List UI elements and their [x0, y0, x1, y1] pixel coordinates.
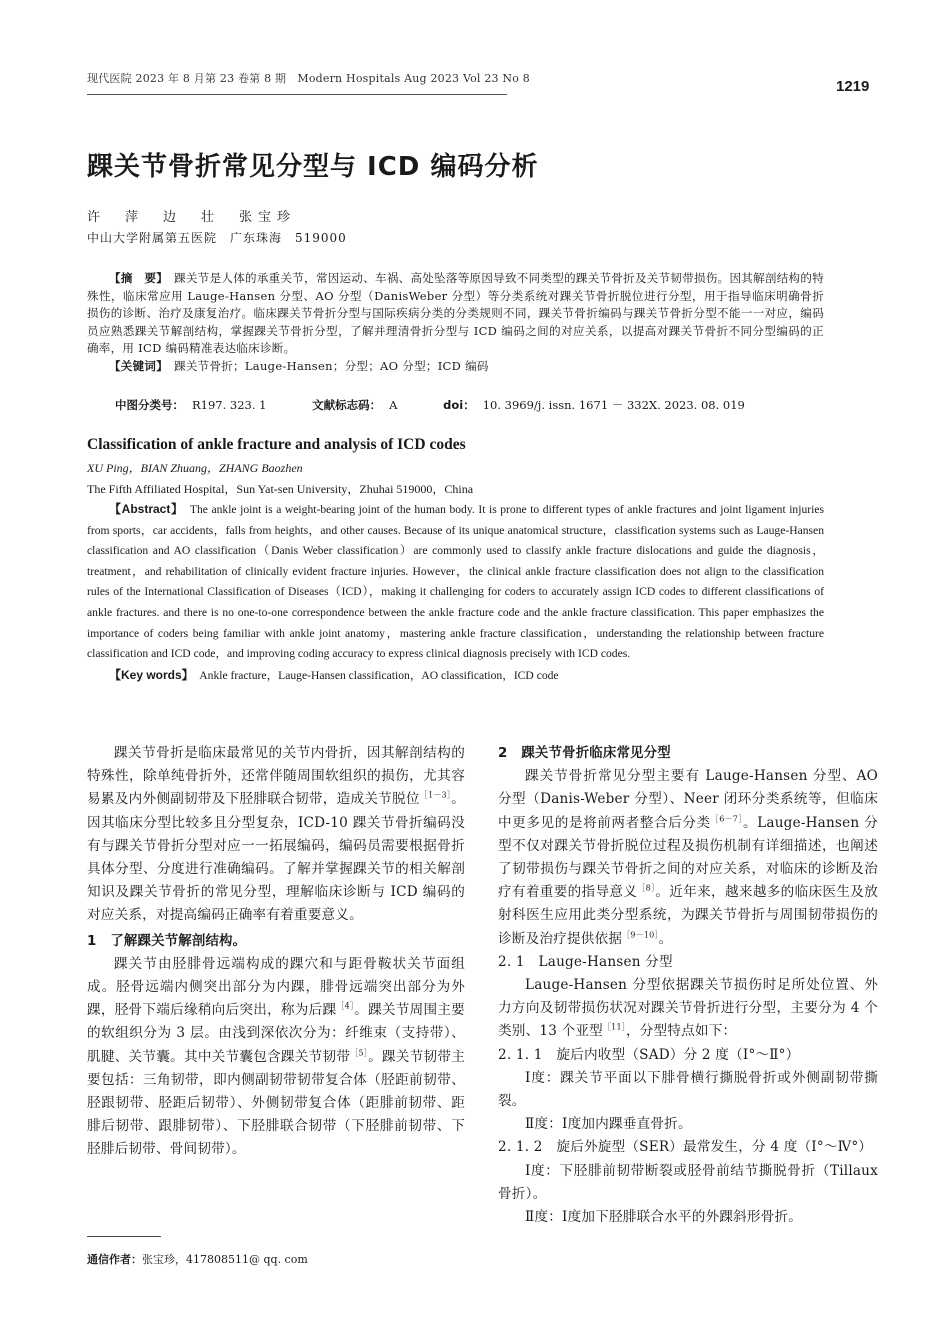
section-2-heading — [498, 742, 878, 765]
citation: ［11］ — [602, 1022, 626, 1032]
keywords-cn: 踝关节骨折；Lauge-Hansen；分型；AO 分型；ICD 编码 — [174, 358, 489, 373]
header-rule — [87, 94, 507, 95]
degree-2-ser: Ⅱ度：Ⅰ度加下胫腓联合水平的外踝斜形骨折。 — [525, 1209, 803, 1226]
citation: ［6－7］ — [710, 814, 744, 824]
section-1-title: 了解踝关节解剖结构。 — [110, 933, 247, 949]
left-column — [87, 742, 465, 1162]
citation: ［9－10］ — [622, 930, 659, 940]
section-2-title: 踝关节骨折临床常见分型 — [521, 746, 671, 761]
keywords-en-label: 【Key words】 — [109, 667, 188, 682]
lauge-hansen-text-b: ，分型特点如下： — [625, 1023, 737, 1040]
citation: ［4］ — [336, 1001, 355, 1011]
abstract-cn — [87, 270, 824, 376]
anatomy-paragraph — [87, 953, 465, 1162]
classification-text-a: 踝关节骨折常见分型主要有 Lauge-Hansen 分型、AO 分型（Danis-Weber 分型）、Neer 闭环分类系统等，但临床中更多见的是将前两者整合后分类 — [498, 768, 878, 831]
classification-line — [115, 397, 761, 413]
authors-cn: 许 萍 边 壮 张宝珍 — [87, 210, 297, 225]
subsection-2-1: 2. 1 Lauge-Hansen 分型 — [498, 953, 673, 970]
degree-2-sad: Ⅱ度：Ⅰ度加内踝垂直骨折。 — [525, 1116, 692, 1133]
citation: ［1－3］ — [419, 790, 452, 800]
corresponding-author-footnote — [87, 1251, 308, 1267]
running-head: 现代医院 2023 年 8 月第 23 卷第 8 期 Modern Hospitals Aug 2023 Vol 23 No 8 — [87, 72, 530, 85]
doi: 10. 3969/j. issn. 1671 － 332X. 2023. 08. 019 — [482, 398, 745, 412]
article-title: 踝关节骨折常见分型与 ICD 编码分析 — [87, 152, 539, 182]
footnote-rule — [87, 1236, 161, 1237]
degree-1-ser: Ⅰ度：下胫腓前韧带断裂或胫骨前结节撕脱骨折（Tillaux 骨折）。 — [498, 1162, 878, 1202]
abstract-en — [87, 499, 824, 686]
lauge-hansen-paragraph — [498, 974, 878, 1044]
right-column — [498, 742, 878, 1229]
anatomy-text-b: 。踝关节周围主要的软组织分为 3 层。由浅到深依次分为：纤维束（支持带）、肌腱、关节囊。其中关节囊包含踝关节韧带 — [87, 1002, 465, 1065]
degree-1-sad: Ⅰ度：踝关节平面以下腓骨横行撕脱骨折或外侧副韧带撕裂。 — [498, 1069, 878, 1110]
keywords-en: Ankle fracture，Lauge-Hansen classification，AO classification，ICD code — [199, 668, 559, 682]
abstract-cn-label: 【摘 要】 — [109, 271, 163, 285]
abstract-en-text: The ankle joint is a weight-bearing joint of the human body. It is prone to different types of ankle fractures and joint ligament injuries from sports，car accidents，falls from heights，and other causes. Because of its unique anatomical structure，classification systems such as Lauge-Hansen classification and AO classification（Danis Weber classification）are commonly used to classify ankle fracture dislocations and guide the diagnosis，treatment，and rehabilitation of clinically evident fracture injuries. However，the clinical ankle fracture classification does not align to the classification rules of the International Classification of Diseases（ICD），making it challenging for coders to accurately assign ICD codes to different classifications of ankle fractures. and there is no one-to-one correspondence between the ankle fracture code and the ankle fracture classification. This paper emphasizes the importance of coders being familiar with ankle joint anatomy，mastering ankle fracture classification，understanding the relationship between fracture classification and ICD code，and improving coding accuracy to express clinical diagnosis precisely with ICD codes. — [87, 503, 824, 661]
classification-text-b: 。Lauge-Hansen 分型不仅对踝关节骨折脱位过程及损伤机制有详细描述，也阐述了韧带损伤与踝关节骨折之间的对应关系，对临床的诊断及治疗有着重要的指导意义 — [498, 814, 879, 901]
intro-text-b: 。因其临床分型比较多且分型复杂，ICD-10 踝关节骨折编码没有与踝关节骨折分型对应一一拓展编码，编码员需要根据骨折具体分型、分度进行准确编码。了解并掌握踝关节的相关解剖知识及踝关节骨折的常见分型，理解临床诊断与 ICD 编码的对应关系，对提高编码正确率有着重要意义。 — [87, 791, 465, 924]
classification-text-c: 。近年来，越来越多的临床医生及放射科医生应用此类分型系统，为踝关节骨折与周围韧带损伤的诊断及治疗提供依据 — [498, 884, 879, 947]
subsection-2-1-1: 2. 1. 1 旋后内收型（SAD）分 2 度（Ⅰ°～Ⅱ°） — [498, 1046, 800, 1063]
section-1-number: 1 — [87, 933, 97, 949]
english-title: Classification of ankle fracture and analysis of ICD codes — [87, 436, 466, 453]
doccode-label: 文献标志码： — [312, 398, 382, 412]
classification-paragraph — [498, 765, 878, 951]
section-1-heading — [87, 930, 465, 953]
footnote-text: 张宝珍，417808511@ qq. com — [142, 1253, 308, 1266]
doccode: A — [389, 398, 398, 412]
doi-label: doi： — [443, 398, 475, 412]
intro-paragraph — [87, 742, 465, 928]
footnote-label: 通信作者： — [87, 1253, 142, 1266]
intro-text-a: 踝关节骨折是临床最常见的关节内骨折，因其解剖结构的特殊性，除单纯骨折外，还常伴随周围软组织的损伤，尤其容易累及内外侧副韧带及下胫腓联合韧带，造成关节脱位 — [87, 745, 465, 808]
anatomy-text-a: 踝关节由胫腓骨远端构成的踝穴和与距骨鞍状关节面组成。胫骨远端内侧突出部分为内踝，腓骨远端突出部分为外踝，胫骨下端后缘稍向后突出，称为后踝 — [87, 955, 465, 1019]
page-number: 1219 — [836, 78, 870, 95]
anatomy-text-c: 。踝关节韧带主要包括：三角韧带，即内侧副韧带韧带复合体（胫距前韧带、胫跟韧带、胫距后韧带）、外侧韧带复合体（距腓前韧带、距腓后韧带、跟腓韧带）、下胫腓联合韧带（下胫腓前韧带、下胫腓后韧带、骨间韧带）。 — [87, 1048, 465, 1158]
lauge-hansen-text-a: Lauge-Hansen 分型依据踝关节损伤时足所处位置、外力方向及韧带损伤状况对踝关节骨折进行分型，主要分为 4 个类别、13 个亚型 — [498, 977, 878, 1040]
classification-text-d: 。 — [658, 930, 673, 947]
section-2-number: 2 — [498, 746, 508, 761]
keywords-cn-label: 【关键词】 — [109, 358, 163, 373]
clc-code: R197. 323. 1 — [192, 398, 267, 412]
abstract-cn-text: 踝关节是人体的承重关节，常因运动、车祸、高处坠落等原因导致不同类型的踝关节骨折及关节韧带损伤。因其解剖结构的特殊性，临床常应用 Lauge-Hansen 分型、AO 分型（DanisWeber 分型）等分类系统对踝关节骨折脱位进行分型，用于指导临床明确骨折损伤的诊断、治疗及康复治疗。临床踝关节骨折分型与国际疾病分类的分类规则不同，踝关节骨折编码与踝关节骨折分型不能一一对应，编码员应熟悉踝关节解剖结构，掌握踝关节骨折分型，了解并理清骨折分型与 ICD 编码之间的对应关系，以提高对踝关节骨折不同分型编码的正确率，用 ICD 编码精准表达临床诊断。 — [87, 271, 824, 356]
citation: ［8］ — [637, 883, 656, 893]
affiliation-cn: 中山大学附属第五医院 广东珠海 519000 — [87, 231, 347, 245]
abstract-en-label: 【Abstract】 — [109, 502, 178, 516]
affiliation-en: The Fifth Affiliated Hospital，Sun Yat-sen University，Zhuhai 519000，China — [87, 482, 474, 496]
clc-label: 中图分类号： — [115, 398, 184, 412]
subsection-2-1-2: 2. 1. 2 旋后外旋型（SER）最常发生，分 4 度（Ⅰ°～Ⅳ°） — [498, 1139, 873, 1156]
citation: ［5］ — [350, 1048, 369, 1058]
authors-en: XU Ping，BIAN Zhuang，ZHANG Baozhen — [87, 461, 303, 475]
